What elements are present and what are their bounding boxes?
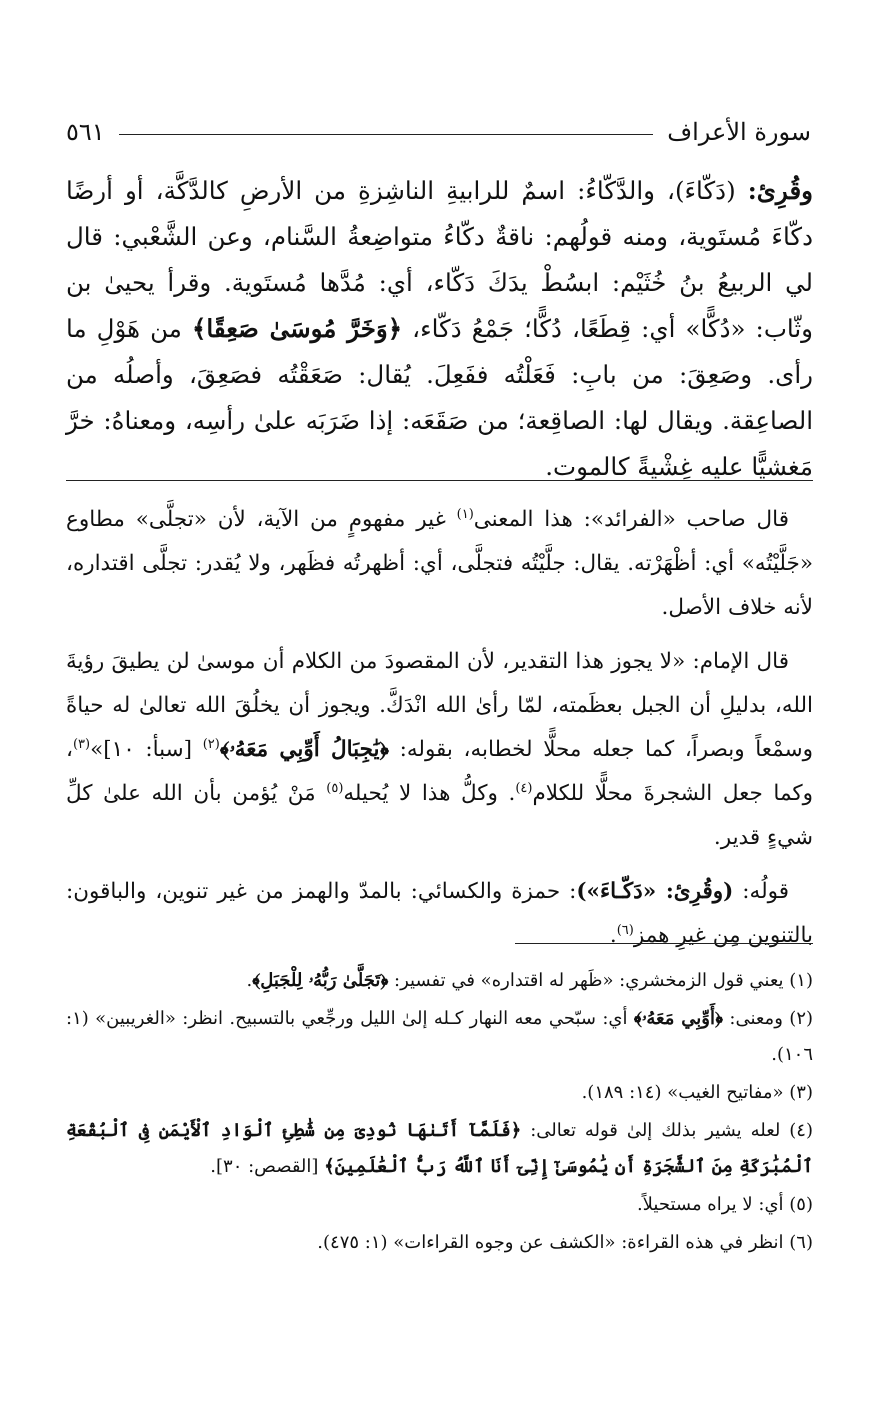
main-lead: وقُرِئ: (747, 176, 813, 205)
commentary-text: : حمزة والكسائي: بالمدّ والهمز من غير تنوين، والباقون: بالتنوين مِن غيرِ همز (66, 879, 813, 948)
commentary-text: . وكلُّ هذا لا يُحيله (343, 781, 516, 806)
commentary-text: قولُه: (733, 879, 790, 904)
commentary-text: [سبأ: ١٠]» (90, 737, 203, 762)
main-separator (66, 480, 813, 481)
footnote-text: (٤) لعله يشير بذلك إلىٰ قوله تعالى: (521, 1120, 813, 1141)
footnote (66, 1113, 813, 1185)
surah-title: سورة الأعراف (667, 118, 811, 146)
footnote-text: [القصص: ٣٠]. (210, 1156, 325, 1177)
footnote-text: أي: سبّحي معه النهار كـله إلىٰ الليل ورجِّعي بالتسبيح. انظر: «الغريبين» (١: ١٠٦). (66, 1008, 813, 1065)
commentary-text: ، وكما جعل الشجرةَ محلًّا للكلام (66, 737, 813, 806)
footnote-text: (٥) أي: لا يراه مستحيلاً. (636, 1194, 813, 1215)
footnote-ref: (٤) (515, 780, 533, 796)
footnote-ref: (٦) (616, 922, 634, 938)
commentary-text: قال صاحب «الفرائد»: هذا المعنى (473, 507, 789, 532)
commentary-text: غير مفهومٍ من الآية، لأن «تجلَّى» مطاوع «جَلَّيْتُه» أي: أظْهَرْته. يقال: جلَّيْتُه فتجلَّى، أي: أظهرتُه فظَهر، ولا يُقدر: تجلَّى اقتداره، لأنه خلاف الأصل. (66, 507, 813, 620)
commentary-paragraph-2 (66, 640, 813, 860)
quran-verse: ﴿وَخَرَّ مُوسَىٰ صَعِقًا﴾ (192, 314, 403, 343)
footnote-ref: (١) (456, 506, 474, 522)
footnote-ref: (٣) (72, 736, 91, 752)
main-paragraph (66, 168, 813, 490)
main-text-2: من هَوْلِ ما رأى. وصَعِقَ: من بابِ: فَعَلْتُه ففَعِلَ. يُقال: صَعَقْتُه فصَعِقَ، وأصلُه من الصاعِقة. ويقال لها: الصاقِعة؛ من صَقَعَه: إذا ضَرَبَه علىٰ رأسِه، ومعناهُ: خرَّ مَغشيًّا عليه غِشْيةً كالموت. (66, 314, 813, 481)
commentary (66, 498, 813, 968)
footnote-ref: (٥) (326, 780, 344, 796)
main-text (66, 168, 813, 490)
commentary-text: . (609, 923, 617, 948)
footnote-text: (٦) انظر في هذه القراءة: «الكشف عن وجوه القراءات» (١: ٤٧٥). (317, 1232, 813, 1253)
footnote-ref: (٢) (202, 736, 220, 752)
footnote-separator (515, 943, 813, 944)
commentary-paragraph-1 (66, 498, 813, 630)
commentary-text: قال الإمام: «لا يجوز هذا التقدير، لأن المقصودَ من الكلام أن موسىٰ لن يطيقَ رؤيةَ الله، بدليلِ أن الجبل بعظَمته، لمّا رأىٰ الله انْدَكَّ. ويجوز أن يخلُقَ الله تعالىٰ له حياةً وسمْعاً وبصراً، كما جعله محلًّا لخطابه، بقوله: (66, 649, 813, 762)
footnote (66, 1225, 813, 1261)
footnotes (66, 963, 813, 1263)
footnote-text: (٢) ومعنى: (722, 1008, 814, 1029)
main-text-1: (دَكّاءَ)، والدَّكّاءُ: اسمٌ للرابيةِ الناشِزةِ من الأرضِ كالدَّكَّة، أو أرضًا دكّاءَ مُستَوية، ومنه قولُهم: ناقةٌ دكّاءُ متواضِعةُ السَّنام، وعن الشَّعْبي: قال لي الربيعُ بنُ خُثَيْم: ابسُطْ يدَكَ دَكّاء، أي: مُدَّها مُستَوية. وقرأ يحيىٰ بن وثّاب: «دُكًّا» أي: قِطَعًا، دُكًّا؛ جَمْعُ دَكّاء، (66, 176, 813, 343)
header-rule (119, 134, 654, 135)
footnote (66, 1187, 813, 1223)
footnote (66, 1075, 813, 1111)
quran-verse: ﴿تَجَلَّىٰ رَبُّهُۥ لِلْجَبَلِ﴾ (252, 970, 389, 991)
footnote (66, 963, 813, 999)
quran-verse: ﴿أَوِّبِي مَعَهُۥ﴾ (633, 1008, 723, 1029)
page-header (66, 112, 811, 152)
commentary-text: مَنْ يُؤمن بأن الله علىٰ كلِّ شيءٍ قدير. (66, 781, 813, 850)
commentary-bold: (وقُرِئ: «دَكّـاءَ») (576, 879, 734, 904)
quran-verse: ﴿فَلَمَّآ أَتَىٰهَا نُودِىَ مِن شَٰطِئِ ٱلْوَادِ ٱلْأَيْمَنِ فِى ٱلْبُقْعَةِ ٱلْمُبَٰرَكَةِ مِنَ ٱلشَّجَرَةِ أَن يَٰمُوسَىٰٓ إِنِّىٓ أَنَا ٱللَّهُ رَبُّ ٱلْعَٰلَمِينَ﴾ (66, 1120, 813, 1177)
page-number: ٥٦١ (66, 118, 105, 146)
footnote-text: (١) يعني قول الزمخشري: «ظَهر له اقتداره» في تفسير: (388, 970, 813, 991)
quran-verse: ﴿يَٰجِبَالُ أَوِّبِي مَعَهُۥ﴾ (219, 737, 389, 762)
footnote-text: (٣) «مفاتيح الغيب» (١٤: ١٨٩). (581, 1082, 813, 1103)
footnote-text: . (246, 970, 253, 991)
footnote (66, 1001, 813, 1073)
commentary-paragraph-3 (66, 870, 813, 958)
